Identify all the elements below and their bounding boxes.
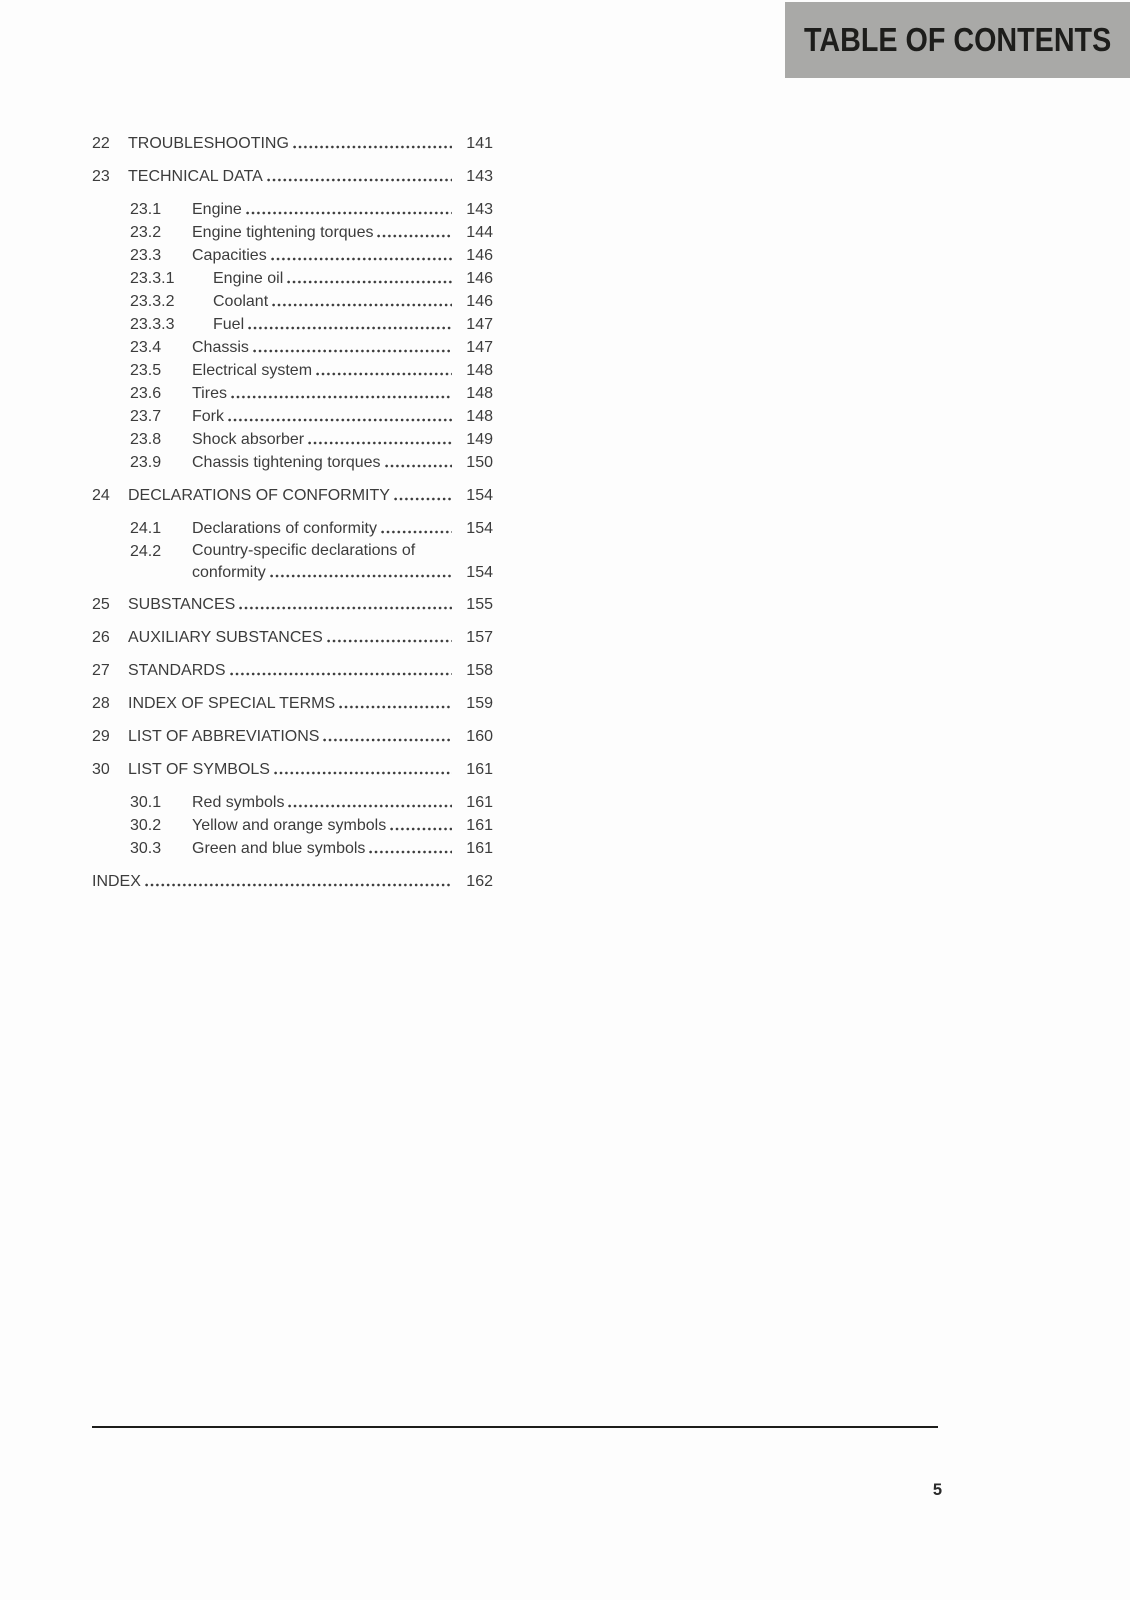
leader-dots bbox=[270, 574, 452, 578]
toc-entry bbox=[92, 132, 493, 155]
toc-entry-page: 143 bbox=[466, 168, 493, 185]
leader-dots bbox=[145, 883, 452, 887]
toc-entry-page: 161 bbox=[466, 794, 493, 811]
toc-entry-page: 161 bbox=[466, 817, 493, 834]
toc-entry-page: 149 bbox=[466, 431, 493, 448]
toc-entry-page: 148 bbox=[466, 408, 493, 425]
toc-entry bbox=[92, 382, 493, 405]
leader-dots bbox=[390, 827, 452, 831]
toc-entry-label: Declarations of conformity bbox=[192, 520, 377, 537]
toc-entry-label: Chassis tightening torques bbox=[192, 454, 381, 471]
toc-entry-page: 146 bbox=[466, 247, 493, 264]
leader-dots bbox=[385, 464, 452, 468]
toc-entry bbox=[92, 814, 493, 837]
toc-entry-label: Electrical system bbox=[192, 362, 313, 379]
toc-entry-number: 30.1 bbox=[130, 794, 162, 811]
leader-dots bbox=[230, 672, 453, 676]
leader-dots bbox=[228, 418, 452, 422]
toc-entry-label: LIST OF ABBREVIATIONS bbox=[128, 728, 320, 745]
toc-entry-label: AUXILIARY SUBSTANCES bbox=[128, 629, 323, 646]
leader-dots bbox=[274, 771, 452, 775]
leader-dots bbox=[369, 850, 452, 854]
toc-entry-label: Engine bbox=[192, 201, 242, 218]
toc-entry-number: 23 bbox=[92, 168, 110, 185]
toc-entry-text bbox=[192, 540, 493, 583]
toc-entry bbox=[92, 451, 493, 474]
leader-dots bbox=[316, 372, 452, 376]
toc-entry-number: 30.3 bbox=[130, 840, 162, 857]
toc-entry-number: 24.2 bbox=[130, 543, 162, 560]
toc-entry-number: 27 bbox=[92, 662, 110, 679]
toc-entry-label: TROUBLESHOOTING bbox=[128, 135, 289, 152]
toc-entry-label: Tires bbox=[192, 385, 227, 402]
toc-entry-label: Shock absorber bbox=[192, 431, 305, 448]
table-of-contents bbox=[92, 122, 493, 893]
toc-entry-number: 30 bbox=[92, 761, 110, 778]
toc-entry-label-continued bbox=[192, 562, 493, 583]
toc-entry-number: 22 bbox=[92, 135, 110, 152]
toc-entry bbox=[92, 540, 493, 583]
toc-entry-number: 23.4 bbox=[130, 339, 162, 356]
toc-entry-page: 141 bbox=[466, 135, 493, 152]
toc-entry-number: 23.9 bbox=[130, 454, 162, 471]
leader-dots bbox=[308, 441, 452, 445]
leader-dots bbox=[377, 234, 452, 238]
toc-entry-number: 25 bbox=[92, 596, 110, 613]
toc-entry bbox=[92, 593, 493, 616]
toc-entry bbox=[92, 221, 493, 244]
toc-entry-label: Fork bbox=[192, 408, 224, 425]
toc-entry-page: 146 bbox=[466, 270, 493, 287]
toc-entry bbox=[92, 659, 493, 682]
leader-dots bbox=[239, 606, 452, 610]
toc-entry bbox=[92, 313, 493, 336]
toc-entry-page: 159 bbox=[466, 695, 493, 712]
toc-entry-number: 23.8 bbox=[130, 431, 162, 448]
leader-dots bbox=[293, 145, 452, 149]
toc-entry-number: 23.3.3 bbox=[130, 316, 175, 333]
toc-entry-number: 23.3.1 bbox=[130, 270, 175, 287]
toc-entry-label: LIST OF SYMBOLS bbox=[128, 761, 270, 778]
toc-entry bbox=[92, 837, 493, 860]
toc-entry-label: TECHNICAL DATA bbox=[128, 168, 263, 185]
toc-entry-label: INDEX OF SPECIAL TERMS bbox=[128, 695, 336, 712]
toc-entry bbox=[92, 359, 493, 382]
toc-entry-page: 143 bbox=[466, 201, 493, 218]
toc-entry bbox=[92, 870, 493, 893]
toc-entry-label: Red symbols bbox=[192, 794, 285, 811]
toc-entry-number: 23.2 bbox=[130, 224, 162, 241]
toc-entry bbox=[92, 428, 493, 451]
toc-entry-page: 147 bbox=[466, 316, 493, 333]
toc-entry-page: 160 bbox=[466, 728, 493, 745]
leader-dots bbox=[288, 804, 452, 808]
toc-entry-label: INDEX bbox=[92, 873, 141, 890]
toc-entry-number: 24 bbox=[92, 487, 110, 504]
toc-entry-label2: conformity bbox=[192, 564, 266, 581]
toc-entry-number: 29 bbox=[92, 728, 110, 745]
leader-dots bbox=[381, 530, 452, 534]
toc-entry-label: Chassis bbox=[192, 339, 249, 356]
toc-entry-number: 26 bbox=[92, 629, 110, 646]
toc-entry-label: Yellow and orange symbols bbox=[192, 817, 387, 834]
toc-entry-label: DECLARATIONS OF CONFORMITY bbox=[128, 487, 390, 504]
toc-entry bbox=[92, 517, 493, 540]
toc-entry-number: 23.6 bbox=[130, 385, 162, 402]
toc-entry-label: Country-specific declarations of bbox=[192, 542, 416, 559]
toc-entry-label: Engine tightening torques bbox=[192, 224, 374, 241]
toc-entry-page: 155 bbox=[466, 596, 493, 613]
leader-dots bbox=[253, 349, 452, 353]
footer-divider bbox=[92, 1426, 938, 1428]
toc-entry-number: 23.5 bbox=[130, 362, 162, 379]
page-header-bar bbox=[785, 2, 1130, 78]
toc-entry-page: 161 bbox=[466, 761, 493, 778]
toc-entry-label: Fuel bbox=[213, 316, 245, 333]
toc-entry bbox=[92, 336, 493, 359]
toc-entry bbox=[92, 198, 493, 221]
toc-entry-page: 161 bbox=[466, 840, 493, 857]
toc-entry-number: 24.1 bbox=[130, 520, 162, 537]
leader-dots bbox=[394, 497, 452, 501]
leader-dots bbox=[271, 257, 452, 261]
toc-entry-page: 150 bbox=[466, 454, 493, 471]
leader-dots bbox=[327, 639, 452, 643]
toc-entry bbox=[92, 405, 493, 428]
toc-entry-number: 23.3 bbox=[130, 247, 162, 264]
toc-entry-label: Coolant bbox=[213, 293, 269, 310]
toc-entry-number: 23.1 bbox=[130, 201, 162, 218]
toc-entry-number: 23.7 bbox=[130, 408, 162, 425]
leader-dots bbox=[287, 280, 452, 284]
leader-dots bbox=[323, 738, 452, 742]
toc-entry bbox=[92, 165, 493, 188]
toc-entry bbox=[92, 290, 493, 313]
leader-dots bbox=[231, 395, 452, 399]
toc-entry-page: 146 bbox=[466, 293, 493, 310]
page-title: TABLE OF CONTENTS bbox=[803, 21, 1112, 58]
toc-entry-label: Green and blue symbols bbox=[192, 840, 366, 857]
toc-entry bbox=[92, 725, 493, 748]
toc-entry-label: SUBSTANCES bbox=[128, 596, 236, 613]
toc-entry bbox=[92, 484, 493, 507]
toc-entry-label: STANDARDS bbox=[128, 662, 226, 679]
toc-entry bbox=[92, 692, 493, 715]
toc-entry-page: 144 bbox=[466, 224, 493, 241]
page-number: 5 bbox=[932, 1481, 942, 1499]
leader-dots bbox=[267, 178, 452, 182]
toc-entry-page: 154 bbox=[466, 520, 493, 537]
leader-dots bbox=[248, 326, 452, 330]
toc-entry-page: 154 bbox=[466, 564, 493, 581]
toc-entry-page: 158 bbox=[466, 662, 493, 679]
toc-entry-number: 30.2 bbox=[130, 817, 162, 834]
toc-entry-page: 148 bbox=[466, 385, 493, 402]
toc-entry-page: 154 bbox=[466, 487, 493, 504]
toc-entry-label: Capacities bbox=[192, 247, 267, 264]
leader-dots bbox=[246, 211, 452, 215]
toc-entry bbox=[92, 267, 493, 290]
toc-entry-number: 23.3.2 bbox=[130, 293, 175, 310]
toc-entry bbox=[92, 791, 493, 814]
toc-entry bbox=[92, 244, 493, 267]
toc-entry-label: Engine oil bbox=[213, 270, 284, 287]
leader-dots bbox=[272, 303, 452, 307]
toc-entry bbox=[92, 626, 493, 649]
toc-entry-page: 162 bbox=[466, 873, 493, 890]
toc-entry-page: 148 bbox=[466, 362, 493, 379]
toc-entry-number: 28 bbox=[92, 695, 110, 712]
toc-entry-page: 157 bbox=[466, 629, 493, 646]
toc-entry-page: 147 bbox=[466, 339, 493, 356]
toc-entry bbox=[92, 758, 493, 781]
leader-dots bbox=[339, 705, 452, 709]
